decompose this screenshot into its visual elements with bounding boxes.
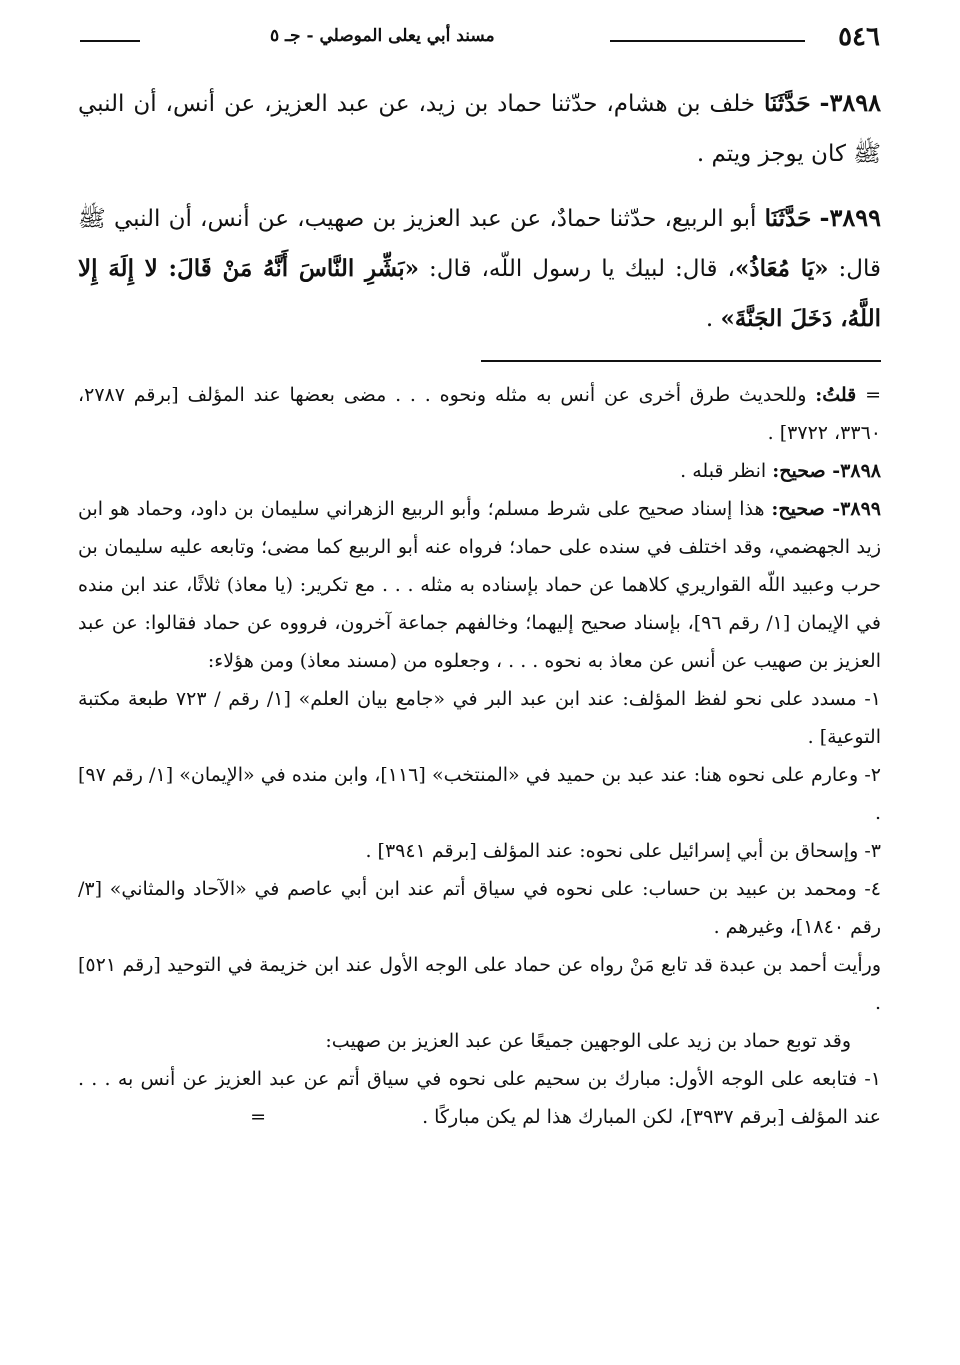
note-lead: ٣٨٩٨- صحيح: (772, 460, 881, 482)
footnote-separator (481, 360, 881, 362)
page-number: ٥٤٦ (838, 22, 880, 52)
note-para-tubia: وقد توبع حماد بن زيد على الوجهين جميعًا عن عبد العزيز بن صهيب: (325, 1030, 851, 1052)
note-qult (78, 376, 881, 452)
hadith-keyword: حَدَّثَنَا (763, 90, 811, 117)
book-title: مسند أبي يعلى الموصلي - جـ ٥ (270, 26, 495, 46)
note-item-3: ٣- وإسحاق بن أبي إسرائيل على نحوه: عند المؤلف [برقم ٣٩٤١] . (365, 840, 881, 862)
note-text: انظر قبله . (680, 460, 767, 482)
note-item-f1 (78, 1060, 881, 1136)
continuation-marker: = (865, 384, 881, 406)
footnotes (78, 376, 881, 1136)
header-rule-right (610, 40, 805, 42)
hadith-3898 (78, 78, 881, 179)
note-item-4: ٤- ومحمد بن عبيد بن حساب: على نحوه في سياق أتم عند ابن أبي عاصم في «الآحاد والمثاني» [٣/ رقم ١٨٤٠]، وغيرهم . (78, 878, 881, 938)
hadith-quote: «يَا مُعَاذُ» (734, 255, 829, 282)
note-text: وللحديث طرق أخرى عن أنس به مثله ونحوه . . . مضى بعضها عند المؤلف [برقم ٢٧٨٧، ٣٣٦٠، ٣٧٢٢] . (78, 384, 881, 444)
hadith-text: أبو الربيع، حدّثنا حمادٌ، عن عبد العزيز بن صهيب، عن أنس، أن النبي ﷺ قال: (78, 206, 882, 282)
hadith-3899 (78, 193, 881, 344)
note-lead: ٣٨٩٩- صحيح: (771, 498, 881, 520)
hadith-text: . (705, 306, 714, 332)
note-3899 (78, 490, 881, 680)
note-item-2: ٢- وعارم على نحوه هنا: عند عبد بن حميد في «المنتخب» [١١٦]، وابن منده في «الإيمان» [١/ رقم ٩٧] . (78, 764, 881, 824)
hadith-text: ، قال: لبيك يا رسول اللّه، قال: (429, 256, 735, 282)
hadith-number: ٣٨٩٨- (819, 88, 882, 117)
continuation-marker: = (250, 1106, 267, 1128)
hadith-quote: «بَشِّرِ النَّاسَ أَنَّهُ مَنْ قَالَ: لا إِلَهَ إِلا اللَّهُ، دَخَلَ الجَنَّةَ» (78, 255, 881, 332)
header-rule-left (80, 40, 140, 42)
hadith-keyword: حَدَّثَنَا (764, 205, 812, 232)
page-body (78, 78, 881, 1136)
hadith-text: خلف بن هشام، حدّثنا حماد بن زيد، عن عبد العزيز، عن أنس، أن النبي ﷺ كان يوجز ويتم . (78, 91, 881, 167)
note-3898 (78, 452, 881, 490)
note-lead: قلتُ: (815, 384, 857, 406)
note-para-ahmad: ورأيت أحمد بن عبدة قد تابع مَنْ رواه عن حماد على الوجه الأول عند ابن خزيمة في التوحيد [رقم ٥٢١] . (78, 954, 881, 1014)
note-item-1: ١- مسدد على نحو لفظ المؤلف: عند ابن عبد البر في «جامع بيان العلم» [١/ رقم / ٧٢٣ طبعة مكتبة التوعية] . (78, 688, 881, 748)
note-text: هذا إسناد صحيح على شرط مسلم؛ وأبو الربيع الزهراني سليمان بن داود، وحماد هو ابن زيد الجهضمي، وقد اختلف في سنده على حماد؛ فرواه عنه أبو الربيع كما مضى؛ وتابعه عليه سليمان بن حرب وعبيد اللّه القواريري كلاهما عن حماد بإسناده به مثله . . . مع تكرير: (يا معاذ) ثلاثًا، عند ابن منده في الإيمان [١/ رقم ٩٦]، بإسناد صحيح إليهما؛ وخالفهم جماعة آخرون، فرووه عن حماد فقالوا: عن عبد العزيز بن صهيب عن أنس عن معاذ به نحوه . . . ، وجعلوه من (مسند معاذ) ومن هؤلاء: (78, 498, 882, 672)
hadith-number: ٣٨٩٩- (819, 203, 881, 232)
page-header (80, 22, 880, 52)
note-text: ١- فتابعه على الوجه الأول: مبارك بن سحيم على نحوه في سياق أتم عن عبد العزيز عن أنس به . . . عند المؤلف [برقم ٣٩٣٧]، لكن المبارك هذا لم يكن مباركًا . (78, 1068, 881, 1128)
